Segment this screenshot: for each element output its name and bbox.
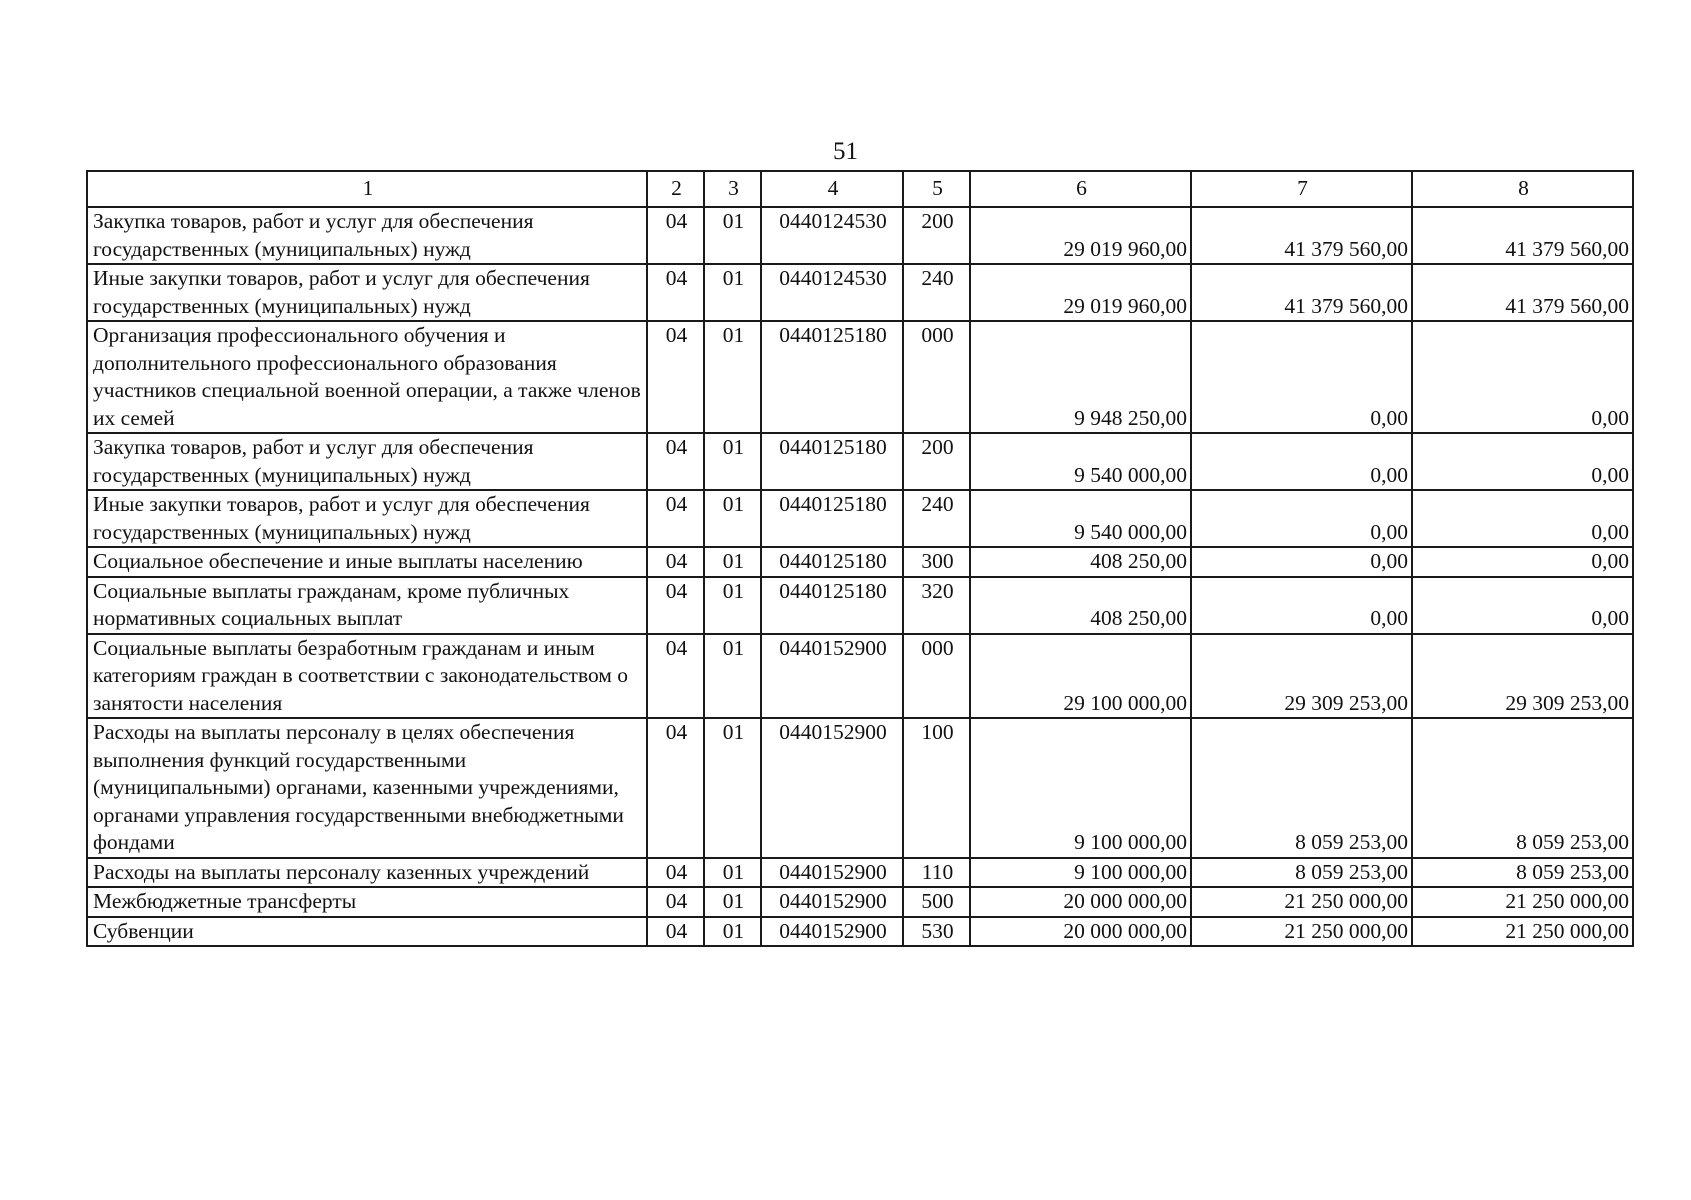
row-amount-col7-cell: 0,00: [1191, 490, 1412, 547]
row-name-cell: Межбюджетные трансферты: [87, 887, 647, 917]
row-name-cell: Расходы на выплаты персоналу казенных учреждений: [87, 858, 647, 888]
row-subsection-cell: 01: [704, 858, 761, 888]
table-row: [87, 718, 1633, 858]
row-amount-col6-cell: 20 000 000,00: [970, 917, 1191, 947]
row-name-cell: Расходы на выплаты персоналу в целях обеспечения выполнения функций государственными (муниципальными) органами, казенными учреждениями, органами управления государственными внебюджетными фондами: [87, 718, 647, 858]
row-target-article-cell: 0440125180: [761, 490, 903, 547]
row-expense-type-cell: 240: [903, 264, 970, 321]
row-subsection-cell: 01: [704, 718, 761, 858]
row-subsection-cell: 01: [704, 887, 761, 917]
table-row: [87, 634, 1633, 719]
row-amount-col8-cell: 0,00: [1412, 490, 1633, 547]
row-target-article-cell: 0440152900: [761, 858, 903, 888]
row-section-cell: 04: [647, 264, 704, 321]
row-name-cell: Субвенции: [87, 917, 647, 947]
row-name-cell: Закупка товаров, работ и услуг для обеспечения государственных (муниципальных) нужд: [87, 433, 647, 490]
row-amount-col7-cell: 0,00: [1191, 547, 1412, 577]
row-expense-type-cell: 200: [903, 433, 970, 490]
row-amount-col6-cell: 408 250,00: [970, 577, 1191, 634]
row-amount-col6-cell: 408 250,00: [970, 547, 1191, 577]
row-expense-type-cell: 110: [903, 858, 970, 888]
row-target-article-cell: 0440124530: [761, 207, 903, 264]
table-body: [87, 207, 1633, 946]
row-expense-type-cell: 300: [903, 547, 970, 577]
row-section-cell: 04: [647, 321, 704, 433]
row-target-article-cell: 0440125180: [761, 321, 903, 433]
row-subsection-cell: 01: [704, 321, 761, 433]
row-amount-col8-cell: 41 379 560,00: [1412, 207, 1633, 264]
row-subsection-cell: 01: [704, 264, 761, 321]
row-section-cell: 04: [647, 718, 704, 858]
header-col-1: 1: [87, 171, 647, 207]
row-amount-col7-cell: 41 379 560,00: [1191, 264, 1412, 321]
row-amount-col8-cell: 0,00: [1412, 577, 1633, 634]
row-subsection-cell: 01: [704, 634, 761, 719]
row-amount-col8-cell: 0,00: [1412, 547, 1633, 577]
header-col-3: 3: [704, 171, 761, 207]
table-row: [87, 887, 1633, 917]
row-expense-type-cell: 320: [903, 577, 970, 634]
row-section-cell: 04: [647, 858, 704, 888]
row-target-article-cell: 0440152900: [761, 718, 903, 858]
row-target-article-cell: 0440152900: [761, 634, 903, 719]
row-amount-col6-cell: 9 540 000,00: [970, 490, 1191, 547]
row-amount-col8-cell: 29 309 253,00: [1412, 634, 1633, 719]
table-row: [87, 577, 1633, 634]
row-name-cell: Социальное обеспечение и иные выплаты населению: [87, 547, 647, 577]
header-col-5: 5: [903, 171, 970, 207]
row-subsection-cell: 01: [704, 577, 761, 634]
header-row: [87, 171, 1633, 207]
row-amount-col7-cell: 0,00: [1191, 577, 1412, 634]
row-target-article-cell: 0440124530: [761, 264, 903, 321]
table-row: [87, 490, 1633, 547]
row-expense-type-cell: 500: [903, 887, 970, 917]
table-row: [87, 917, 1633, 947]
page-number: 51: [833, 138, 858, 165]
row-target-article-cell: 0440125180: [761, 433, 903, 490]
row-amount-col8-cell: 21 250 000,00: [1412, 917, 1633, 947]
row-amount-col7-cell: 8 059 253,00: [1191, 718, 1412, 858]
row-target-article-cell: 0440152900: [761, 917, 903, 947]
row-section-cell: 04: [647, 577, 704, 634]
row-amount-col6-cell: 29 100 000,00: [970, 634, 1191, 719]
row-target-article-cell: 0440125180: [761, 577, 903, 634]
row-amount-col6-cell: 29 019 960,00: [970, 207, 1191, 264]
row-name-cell: Иные закупки товаров, работ и услуг для обеспечения государственных (муниципальных) нужд: [87, 264, 647, 321]
header-col-8: 8: [1412, 171, 1633, 207]
row-subsection-cell: 01: [704, 433, 761, 490]
row-amount-col8-cell: 0,00: [1412, 433, 1633, 490]
row-amount-col8-cell: 8 059 253,00: [1412, 858, 1633, 888]
row-amount-col6-cell: 9 100 000,00: [970, 718, 1191, 858]
row-amount-col7-cell: 41 379 560,00: [1191, 207, 1412, 264]
row-expense-type-cell: 000: [903, 634, 970, 719]
header-col-6: 6: [970, 171, 1191, 207]
row-amount-col6-cell: 9 948 250,00: [970, 321, 1191, 433]
row-name-cell: Социальные выплаты безработным гражданам и иным категориям граждан в соответствии с законодательством о занятости населения: [87, 634, 647, 719]
row-name-cell: Организация профессионального обучения и дополнительного профессионального образования участников специальной военной операции, а также членов их семей: [87, 321, 647, 433]
row-name-cell: Иные закупки товаров, работ и услуг для обеспечения государственных (муниципальных) нужд: [87, 490, 647, 547]
row-expense-type-cell: 240: [903, 490, 970, 547]
row-amount-col8-cell: 41 379 560,00: [1412, 264, 1633, 321]
row-amount-col7-cell: 21 250 000,00: [1191, 887, 1412, 917]
header-col-7: 7: [1191, 171, 1412, 207]
row-amount-col7-cell: 0,00: [1191, 321, 1412, 433]
row-section-cell: 04: [647, 887, 704, 917]
table-row: [87, 264, 1633, 321]
budget-table: [86, 170, 1634, 947]
row-expense-type-cell: 000: [903, 321, 970, 433]
row-amount-col8-cell: 21 250 000,00: [1412, 887, 1633, 917]
row-name-cell: Социальные выплаты гражданам, кроме публичных нормативных социальных выплат: [87, 577, 647, 634]
row-section-cell: 04: [647, 917, 704, 947]
table-row: [87, 858, 1633, 888]
row-section-cell: 04: [647, 433, 704, 490]
table-row: [87, 547, 1633, 577]
row-amount-col7-cell: 0,00: [1191, 433, 1412, 490]
row-target-article-cell: 0440152900: [761, 887, 903, 917]
row-amount-col8-cell: 0,00: [1412, 321, 1633, 433]
row-section-cell: 04: [647, 207, 704, 264]
row-section-cell: 04: [647, 547, 704, 577]
header-col-4: 4: [761, 171, 903, 207]
row-amount-col7-cell: 8 059 253,00: [1191, 858, 1412, 888]
row-subsection-cell: 01: [704, 917, 761, 947]
row-expense-type-cell: 200: [903, 207, 970, 264]
row-target-article-cell: 0440125180: [761, 547, 903, 577]
table-row: [87, 433, 1633, 490]
row-amount-col6-cell: 29 019 960,00: [970, 264, 1191, 321]
row-subsection-cell: 01: [704, 207, 761, 264]
row-amount-col7-cell: 29 309 253,00: [1191, 634, 1412, 719]
row-expense-type-cell: 100: [903, 718, 970, 858]
row-section-cell: 04: [647, 490, 704, 547]
table-row: [87, 207, 1633, 264]
table-row: [87, 321, 1633, 433]
row-amount-col6-cell: 9 100 000,00: [970, 858, 1191, 888]
row-amount-col7-cell: 21 250 000,00: [1191, 917, 1412, 947]
row-name-cell: Закупка товаров, работ и услуг для обеспечения государственных (муниципальных) нужд: [87, 207, 647, 264]
row-amount-col6-cell: 20 000 000,00: [970, 887, 1191, 917]
row-subsection-cell: 01: [704, 547, 761, 577]
row-amount-col6-cell: 9 540 000,00: [970, 433, 1191, 490]
row-section-cell: 04: [647, 634, 704, 719]
row-subsection-cell: 01: [704, 490, 761, 547]
row-amount-col8-cell: 8 059 253,00: [1412, 718, 1633, 858]
header-col-2: 2: [647, 171, 704, 207]
row-expense-type-cell: 530: [903, 917, 970, 947]
